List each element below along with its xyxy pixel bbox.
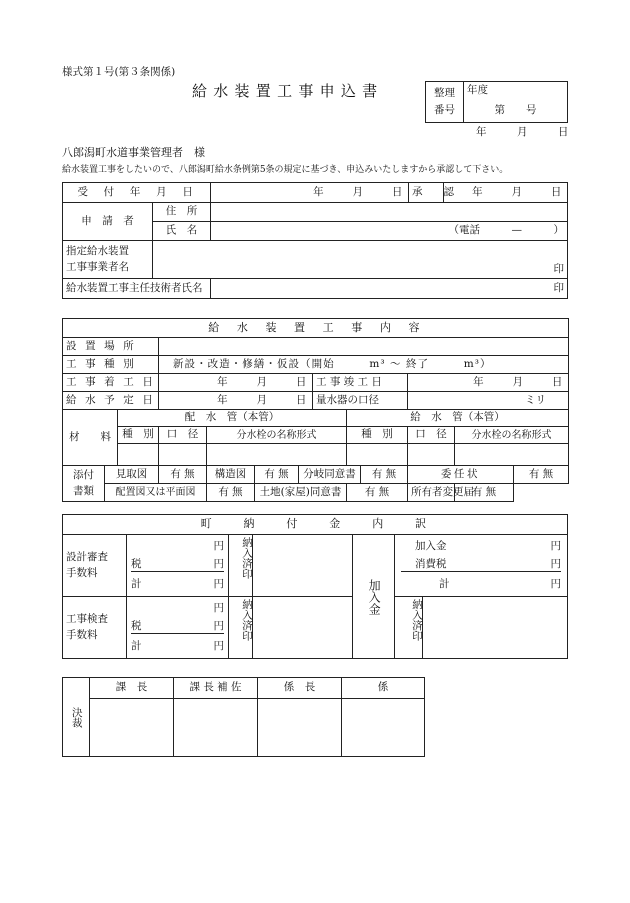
approval-seal-deputy-chief[interactable] <box>174 699 258 757</box>
supply-valve-header: 分水栓の名称形式 <box>455 427 569 444</box>
approval-col-staff: 係 <box>342 678 425 699</box>
inspection-fee-yen: 円 <box>213 601 224 614</box>
addressee: 八郎潟町水道事業管理者 様 <box>62 146 205 159</box>
application-statement: 給水装置工事をしたいので、八郎潟町給水条例第5条の規定に基づき、申込みいたしますから承認して下さい。 <box>62 165 509 175</box>
join-fee-seal-field[interactable] <box>423 597 568 659</box>
end-date-label: 工 事 竣 工 日 <box>313 374 408 392</box>
chief-engineer-label: 給水装置工事主任技術者氏名 <box>63 279 211 299</box>
doc-layout-plan-yesno[interactable]: 有 無 <box>207 484 255 502</box>
dist-valve-field[interactable] <box>207 444 347 466</box>
work-type-field[interactable]: 新設・改造・修繕・仮設（開始 m³ 〜 終了 m³） <box>159 356 569 374</box>
address-field[interactable] <box>211 203 568 222</box>
design-fee-amounts[interactable]: 円 税 円 計 円 <box>127 535 229 597</box>
site-label: 設 置 場 所 <box>63 338 159 356</box>
doc-sketch-yesno[interactable]: 有 無 <box>159 466 207 484</box>
received-date-label: 受 付 年 月 日 <box>63 183 211 203</box>
join-fee-amounts[interactable]: 加入金 円 消費税 円 計 円 <box>395 535 568 597</box>
contractor-seal: 印 <box>553 263 564 276</box>
dist-kind-header: 種 別 <box>118 427 159 444</box>
doc-land-consent: 土地(家屋)同意書 <box>255 484 347 502</box>
approval-seal-unit-chief[interactable] <box>258 699 342 757</box>
design-fee-tax-label: 税 <box>131 558 142 571</box>
join-fee-total-label: 計 <box>439 577 450 590</box>
dist-diameter-field[interactable] <box>159 444 207 466</box>
doc-branch-consent: 分岐同意書 <box>299 466 361 484</box>
doc-proxy: 委任状 <box>408 466 514 484</box>
applicant-label: 申 請 者 <box>63 203 153 241</box>
reference-number-box <box>425 81 568 123</box>
approval-col-unit-chief: 係 長 <box>258 678 342 699</box>
contractor-label: 指定給水装置 工事事業者名 <box>63 241 153 279</box>
approval-col-deputy-chief: 課 長 補 佐 <box>174 678 258 699</box>
materials-label: 材 料 <box>63 410 118 466</box>
inspection-fee-label: 工事検査 手数料 <box>63 597 127 659</box>
design-fee-total-label: 計 <box>131 577 142 590</box>
meter-field[interactable]: ミリ <box>408 392 569 410</box>
reference-year: 年度 <box>464 82 568 101</box>
doc-owner-change-yesno[interactable]: 有 無 <box>455 484 514 502</box>
received-date-field[interactable]: 年 月 日 <box>211 183 409 203</box>
approval-col-section-chief: 課 長 <box>90 678 174 699</box>
chief-engineer-seal: 印 <box>553 281 564 294</box>
doc-proxy-yesno[interactable]: 有 無 <box>514 466 569 484</box>
design-fee-yen: 円 <box>213 539 224 552</box>
end-date-field[interactable]: 年 月 日 <box>408 374 569 392</box>
address-label: 住 所 <box>153 203 211 222</box>
design-fee-label: 設計審査 手数料 <box>63 535 127 597</box>
approval-seal-staff[interactable] <box>342 699 425 757</box>
chief-engineer-field[interactable] <box>211 279 568 299</box>
work-type-label: 工 事 種 別 <box>63 356 159 374</box>
join-fee-label: 加入金 <box>415 539 447 552</box>
doc-branch-consent-yesno[interactable]: 有 無 <box>361 466 408 484</box>
supply-valve-field[interactable] <box>455 444 569 466</box>
design-fee-seal-field[interactable] <box>253 535 353 597</box>
supply-date-label: 給 水 予 定 日 <box>63 392 159 410</box>
work-details-table <box>62 318 569 502</box>
fees-table <box>62 514 568 659</box>
inspection-fee-tax-label: 税 <box>131 620 142 633</box>
dist-diameter-header: 口 径 <box>159 427 207 444</box>
application-table <box>62 182 568 299</box>
approval-table <box>62 677 425 757</box>
contractor-field[interactable] <box>153 241 568 279</box>
supply-kind-header: 種 別 <box>347 427 408 444</box>
approval-label: 承 認 <box>409 183 444 203</box>
approval-seal-section-chief[interactable] <box>90 699 174 757</box>
approval-label: 決裁 <box>63 678 90 757</box>
doc-owner-change: 所有者変更届 <box>408 484 455 502</box>
doc-sketch: 見取図 <box>105 466 159 484</box>
join-fee-paid-seal: 納入済印 <box>395 597 423 659</box>
fees-section-title: 町 納 付 金 内 訳 <box>63 515 568 535</box>
site-field[interactable] <box>159 338 569 356</box>
phone-field[interactable]: （電話 — ） <box>448 224 564 237</box>
approval-date-field[interactable]: 年 月 日 <box>444 183 568 203</box>
doc-layout-plan: 配置図又は平面図 <box>105 484 207 502</box>
doc-structure: 構造図 <box>207 466 255 484</box>
name-field[interactable] <box>211 222 568 241</box>
form-number: 様式第１号(第３条関係) <box>62 66 176 78</box>
start-date-field[interactable]: 年 月 日 <box>159 374 313 392</box>
doc-structure-yesno[interactable]: 有 無 <box>255 466 299 484</box>
supply-diameter-header: 口 径 <box>408 427 455 444</box>
attachments-label: 添付 書類 <box>63 466 105 502</box>
join-fee-vertical-label: 加入金 <box>353 535 395 659</box>
inspection-fee-seal-field[interactable] <box>253 597 353 659</box>
doc-land-consent-yesno[interactable]: 有 無 <box>347 484 408 502</box>
start-date-label: 工 事 着 工 日 <box>63 374 159 392</box>
name-label: 氏 名 <box>153 222 211 241</box>
reference-label: 整理 番号 <box>426 82 464 123</box>
application-date: 年 月 日 <box>476 126 572 138</box>
supply-kind-field[interactable] <box>347 444 408 466</box>
design-fee-paid-seal: 納入済印 <box>229 535 253 597</box>
dist-kind-field[interactable] <box>118 444 159 466</box>
supply-date-field[interactable]: 年 月 日 <box>159 392 313 410</box>
supply-diameter-field[interactable] <box>408 444 455 466</box>
meter-label: 量水器の口径 <box>313 392 408 410</box>
form-title: 給 水 装 置 工 事 申 込 書 <box>192 82 378 100</box>
inspection-fee-total-label: 計 <box>131 639 142 652</box>
reference-no: 第 号 <box>464 100 568 123</box>
consumption-tax-label: 消費税 <box>415 558 447 571</box>
dist-valve-header: 分水栓の名称形式 <box>207 427 347 444</box>
supply-pipe-header: 給 水 管（本管） <box>347 410 569 427</box>
inspection-fee-paid-seal: 納入済印 <box>229 597 253 659</box>
distribution-pipe-header: 配 水 管（本管） <box>118 410 347 427</box>
work-section-title: 給 水 装 置 工 事 内 容 <box>63 319 569 338</box>
inspection-fee-amounts[interactable]: 円 税 円 計 円 <box>127 597 229 659</box>
